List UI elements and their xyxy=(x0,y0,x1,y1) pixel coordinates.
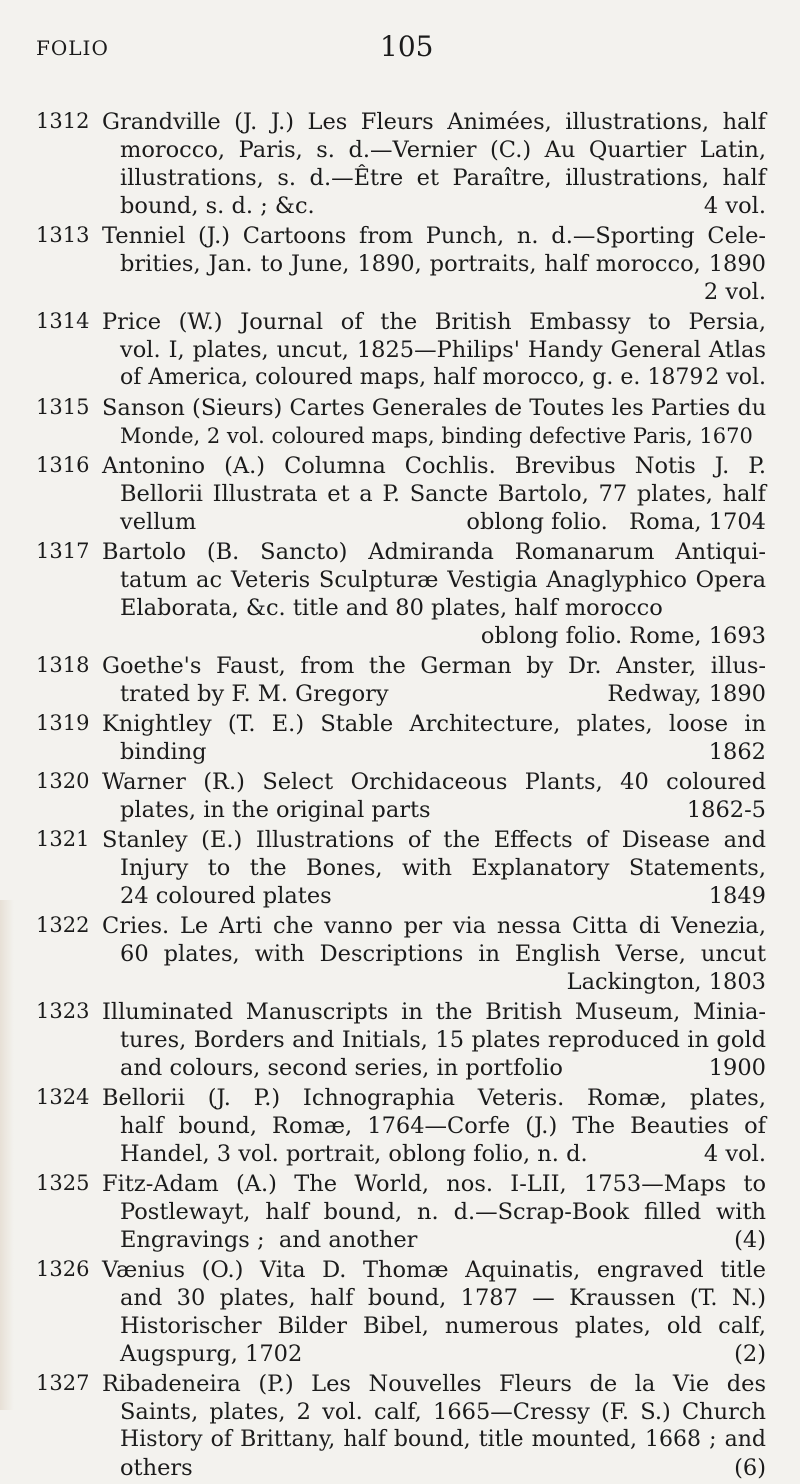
entry-line: Illuminated Manuscripts in the British Museum, Minia- xyxy=(102,999,766,1025)
page-header xyxy=(36,30,764,70)
entry-line: and colours, second series, in portfolio 1900 xyxy=(120,1055,766,1081)
entry-line: Elaborata, &c. title and 80 plates, half morocco xyxy=(120,595,663,621)
entry-line: 60 plates, with Descriptions in English Verse, uncut xyxy=(120,941,766,967)
entry-line: Stanley (E.) Illustrations of the Effects of Disease and xyxy=(102,827,766,853)
entry-line: History of Brittany, half bound, title mounted, 1668 ; and xyxy=(120,1427,766,1452)
catalogue-entry xyxy=(36,222,766,306)
entry-line: Fitz-Adam (A.) The World, nos. I-LII, 1753—Maps to xyxy=(102,1171,766,1197)
catalogue-entry xyxy=(36,452,766,536)
entry-line: plates, in the original parts 1862-5 xyxy=(120,797,766,823)
entry-line: 24 coloured plates 1849 xyxy=(120,883,766,909)
entry-line: binding 1862 xyxy=(120,739,766,765)
entry-line: oblong folio. Rome, 1693 xyxy=(480,623,766,649)
entry-line: trated by F. M. Gregory Redway, 1890 xyxy=(120,681,766,707)
catalogue-entry xyxy=(36,652,766,708)
lot-number: 1327 xyxy=(36,1371,90,1395)
entry-line: Augspurg, 1702 (2) xyxy=(120,1341,766,1367)
lot-number: 1321 xyxy=(36,827,90,851)
lot-number: 1315 xyxy=(36,395,90,419)
lot-number: 1313 xyxy=(36,223,90,247)
catalogue-entry xyxy=(36,912,766,996)
running-head: FOLIO xyxy=(36,36,109,60)
entry-line: morocco, Paris, s. d.—Vernier (C.) Au Quartier Latin, xyxy=(120,137,766,163)
entry-line: Bellorii (J. P.) Ichnographia Veteris. Romæ, plates, xyxy=(102,1085,766,1111)
entry-line: of America, coloured maps, half morocco, g. e. 1879 2 vol. xyxy=(120,365,766,390)
lot-number: 1322 xyxy=(36,913,90,937)
entry-line: Monde, 2 vol. coloured maps, binding defective Paris, 1670 xyxy=(120,424,753,448)
catalogue-entry xyxy=(36,710,766,766)
entry-line: Saints, plates, 2 vol. calf, 1665—Cressy (F. S.) Church xyxy=(120,1399,766,1425)
catalogue-entry xyxy=(36,826,766,910)
lot-number: 1314 xyxy=(36,309,90,333)
entry-line: Warner (R.) Select Orchidaceous Plants, 40 coloured xyxy=(102,769,766,795)
lot-number: 1325 xyxy=(36,1171,90,1195)
page-number: 105 xyxy=(380,30,434,63)
lot-number: 1320 xyxy=(36,769,90,793)
catalogue-entry xyxy=(36,308,766,392)
entry-line: Grandville (J. J.) Les Fleurs Animées, illustrations, half xyxy=(102,109,766,135)
lot-number: 1319 xyxy=(36,711,90,735)
catalogue-entry xyxy=(36,1370,766,1482)
entry-line: vellum oblong folio. Roma, 1704 xyxy=(120,509,766,535)
entry-line: Antonino (A.) Columna Cochlis. Brevibus Notis J. P. xyxy=(102,453,766,479)
entry-line: Bellorii Illustrata et a P. Sancte Bartolo, 77 plates, half xyxy=(120,481,766,507)
catalogue-entry xyxy=(36,394,766,450)
entry-list xyxy=(36,108,766,1484)
entry-line: Ribadeneira (P.) Les Nouvelles Fleurs de la Vie des xyxy=(102,1371,766,1397)
entry-line: tures, Borders and Initials, 15 plates reproduced in gold xyxy=(120,1027,766,1053)
catalogue-entry xyxy=(36,1084,766,1168)
catalogue-entry xyxy=(36,1256,766,1368)
entry-line: Bartolo (B. Sancto) Admiranda Romanarum Antiqui- xyxy=(102,539,766,565)
lot-number: 1323 xyxy=(36,999,90,1023)
entry-line: others (6) xyxy=(120,1455,766,1481)
entry-line: Sanson (Sieurs) Cartes Generales de Toutes les Parties du xyxy=(102,395,767,421)
lot-number: 1318 xyxy=(36,653,90,677)
entry-line: Engravings ; and another (4) xyxy=(120,1227,766,1253)
catalogue-entry xyxy=(36,538,766,650)
entry-line: Postlewayt, half bound, n. d.—Scrap-Book filled with xyxy=(120,1199,766,1225)
catalogue-entry xyxy=(36,1170,766,1254)
entry-line: vol. I, plates, uncut, 1825—Philips' Handy General Atlas xyxy=(120,337,766,363)
entry-line: Injury to the Bones, with Explanatory Statements, xyxy=(120,855,766,881)
entry-line: Handel, 3 vol. portrait, oblong folio, n. d. 4 vol. xyxy=(120,1141,766,1167)
entry-line: Price (W.) Journal of the British Embassy to Persia, xyxy=(102,309,766,335)
paper-edge xyxy=(0,900,14,1410)
entry-line: brities, Jan. to June, 1890, portraits, half morocco, 1890 xyxy=(120,251,766,277)
entry-line: half bound, Romæ, 1764—Corfe (J.) The Beauties of xyxy=(120,1113,766,1139)
entry-line: Historischer Bilder Bibel, numerous plates, old calf, xyxy=(120,1313,766,1339)
lot-number: 1316 xyxy=(36,453,90,477)
entry-line: Knightley (T. E.) Stable Architecture, plates, loose in xyxy=(102,711,766,737)
lot-number: 1312 xyxy=(36,109,90,133)
catalogue-entry xyxy=(36,768,766,824)
lot-number: 1324 xyxy=(36,1085,90,1109)
entry-line: tatum ac Veteris Sculpturæ Vestigia Anaglyphico Opera xyxy=(120,567,766,593)
entry-line: Tenniel (J.) Cartoons from Punch, n. d.—Sporting Cele- xyxy=(102,223,766,249)
entry-line: Cries. Le Arti che vanno per via nessa Citta di Venezia, xyxy=(102,913,766,939)
entry-line: Vænius (O.) Vita D. Thomæ Aquinatis, engraved title xyxy=(102,1257,766,1283)
lot-number: 1326 xyxy=(36,1257,90,1281)
catalogue-entry xyxy=(36,998,766,1082)
entry-line: illustrations, s. d.—Être et Paraître, illustrations, half xyxy=(120,165,766,191)
entry-line: 2 vol. xyxy=(703,279,766,305)
lot-number: 1317 xyxy=(36,539,90,563)
entry-line: and 30 plates, half bound, 1787 — Kraussen (T. N.) xyxy=(120,1285,766,1311)
entry-line: Goethe's Faust, from the German by Dr. Anster, illus- xyxy=(102,653,766,679)
entry-line: Lackington, 1803 xyxy=(566,969,766,995)
catalogue-entry xyxy=(36,108,766,220)
entry-line: bound, s. d. ; &c. 4 vol. xyxy=(120,193,766,219)
